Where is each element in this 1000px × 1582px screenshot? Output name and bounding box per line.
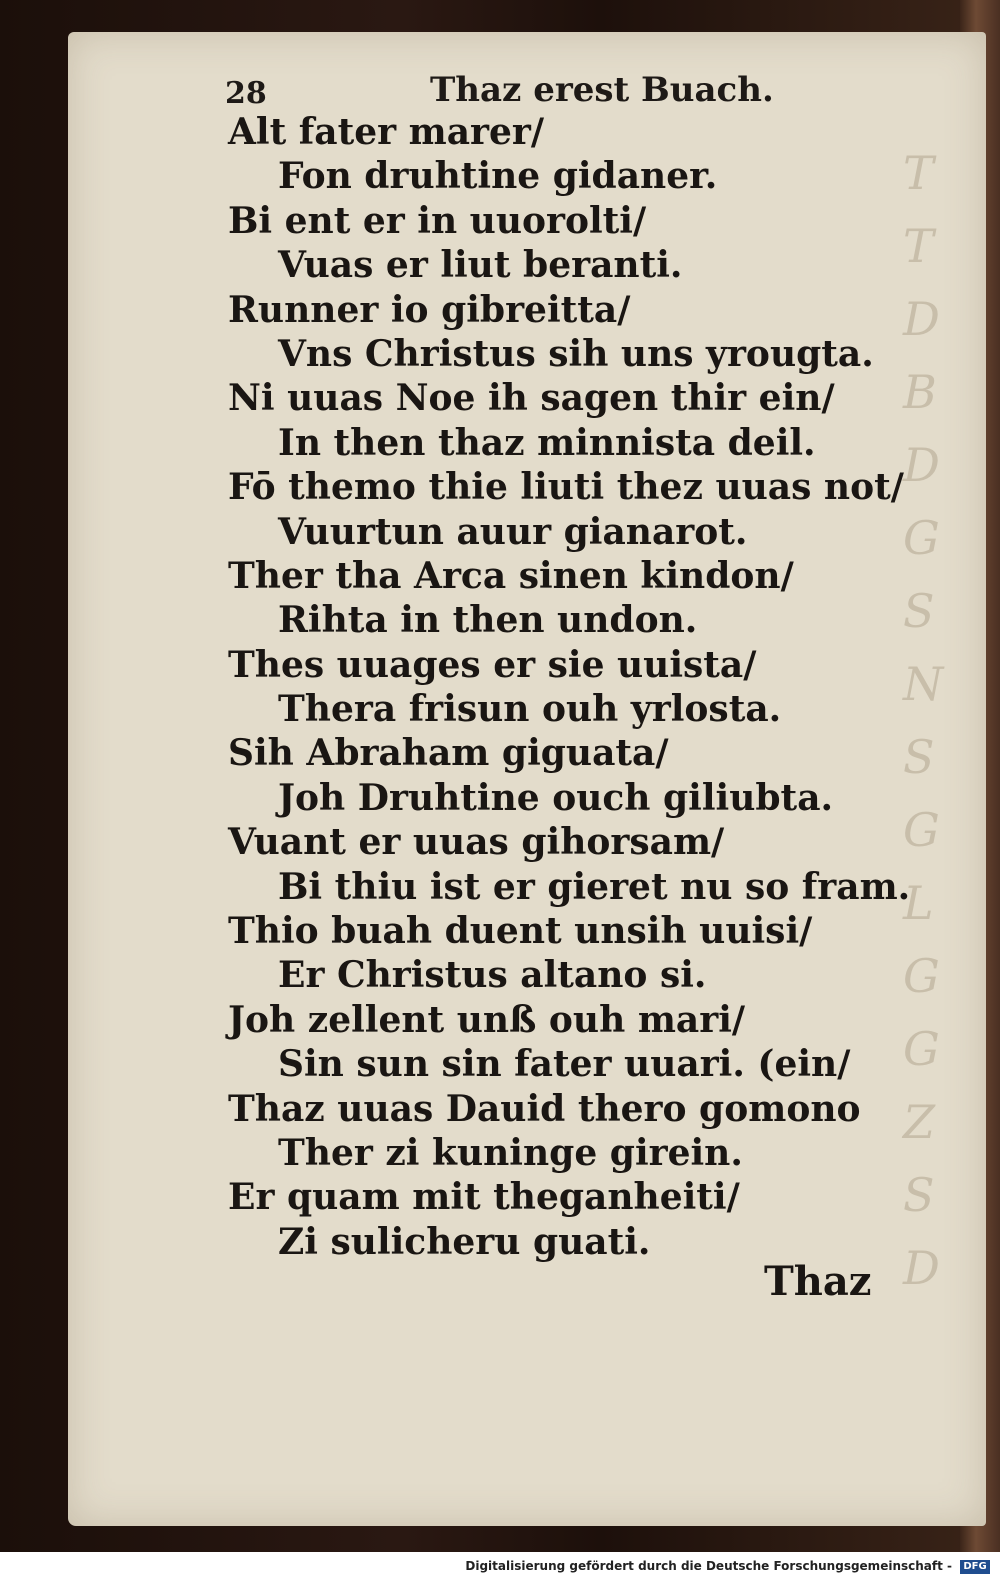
verse-line: Sih Abraham giguata/ [228,732,669,775]
verse-line: Vns Christus sih uns yrougta. [278,332,874,375]
verse-line: Fō themo thie liuti thez uuas not/ [228,466,904,509]
verse-line: Er Christus altano si. [278,954,707,997]
verse-line: Ni uuas Noe ih sagen thir ein/ [228,377,835,420]
funding-credit: Digitalisierung gefördert durch die Deutsche Forschungsgemeinschaft - [465,1559,952,1573]
verse-line: Alt fater marer/ [228,111,545,153]
verse-line: Bi thiu ist er gieret nu so fram. [278,865,911,908]
verse-line: Bi ent er in uuorolti/ [228,199,647,242]
verse-line: Thio buah duent unsih uuisi/ [228,910,813,953]
verse-line: Rihta in then undon. [278,599,698,642]
verse-line: Zi sulicheru guati. [278,1220,651,1263]
verse-line: Vuurtun auur gianarot. [278,510,748,553]
verse-line: Runner io gibreitta/ [228,288,631,331]
verse-line: Thera frisun ouh yrlosta. [278,688,782,731]
dfg-logo: DFG [960,1560,990,1574]
verse-line: Vuas er liut beranti. [278,244,683,287]
verse-line: Ther zi kuninge girein. [278,1131,743,1174]
verse-line: Vuant er uuas gihorsam/ [228,821,725,864]
verse-line: In then thaz minnista deil. [278,421,816,464]
bleed-through-texture: T T D B D G S N S G L G G Z S D [903,146,944,1295]
verse-line: Fon druhtine gidaner. [278,155,718,198]
verse-line: Sin sun sin fater uuari. (ein/ [278,1043,851,1086]
catchword: Thaz [764,1258,872,1305]
verse-text-block [228,110,911,1264]
verse-line: Thes uuages er sie uuista/ [228,643,757,686]
verse-line: Joh Druhtine ouch giliubta. [278,776,834,819]
running-head: Thaz erest Buach. [430,70,774,110]
verse-line: Er quam mit theganheiti/ [228,1176,740,1219]
page-number: 28 [225,76,267,111]
verse-line: Thaz uuas Dauid thero gomono [228,1087,861,1130]
verse-line: Joh zellent unß ouh mari/ [228,998,746,1041]
verse-line: Ther tha Arca sinen kindon/ [228,554,794,597]
